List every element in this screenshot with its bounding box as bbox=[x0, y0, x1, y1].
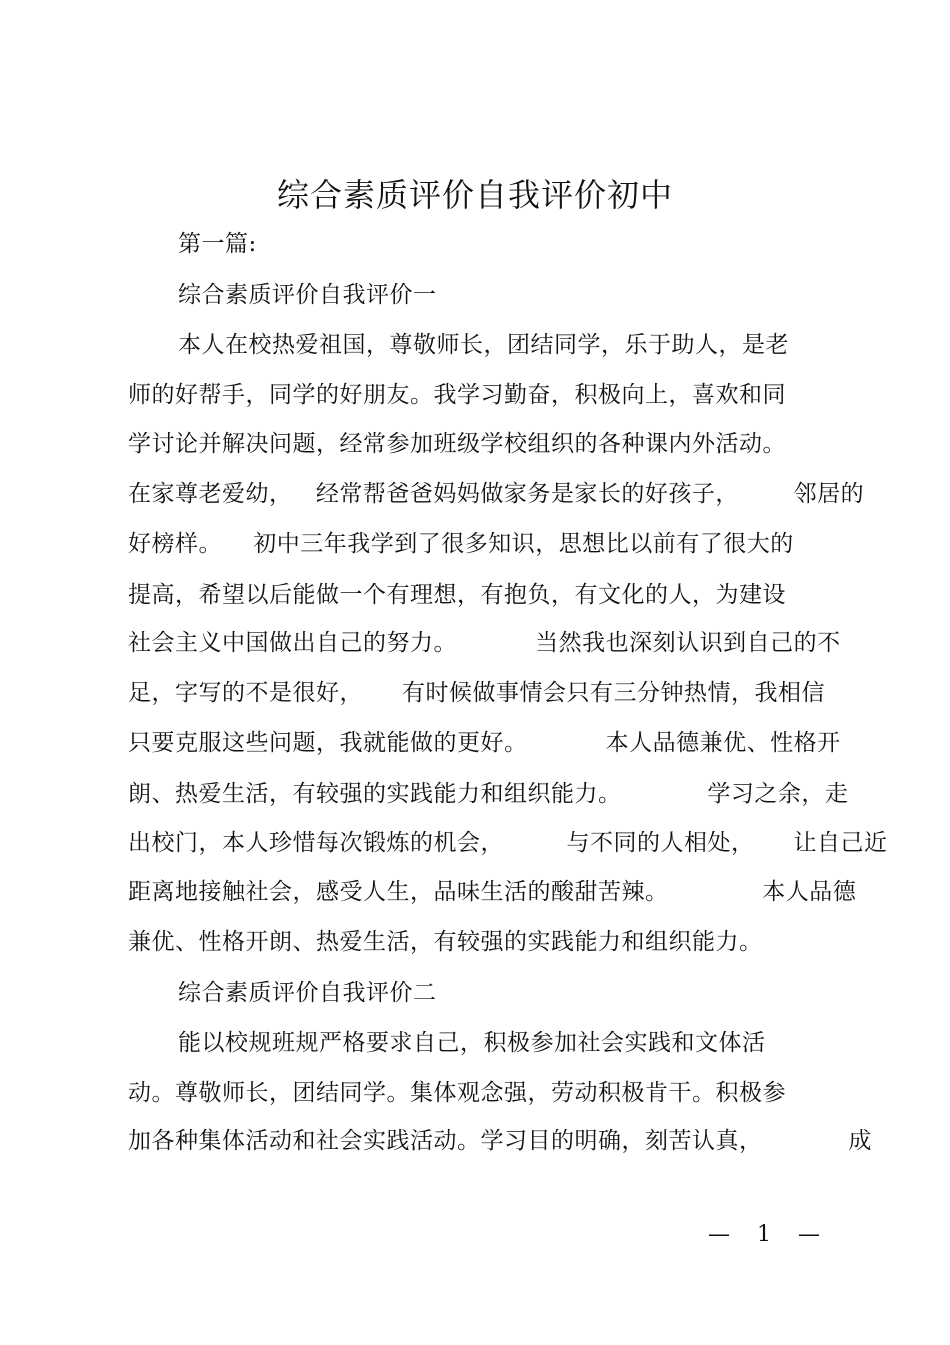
paragraph-line: 兼优、性格开朗、热爱生活，有较强的实践能力和组织能力。 bbox=[128, 929, 763, 955]
paragraph-line: 只要克服这些问题，我就能做的更好。 本人品德兼优、性格开 bbox=[128, 730, 841, 756]
paragraph-line: 能以校规班规严格要求自己，积极参加社会实践和文体活 bbox=[178, 1030, 766, 1056]
paragraph-line: 距离地接触社会，感受人生，品味生活的酸甜苦辣。 本人品德 bbox=[128, 879, 857, 905]
paragraph-line: 师的好帮手，同学的好朋友。我学习勤奋，积极向上，喜欢和同 bbox=[128, 382, 786, 408]
paragraph-line: 朗、热爱生活，有较强的实践能力和组织能力。 学习之余，走 bbox=[128, 781, 849, 807]
paragraph-line: 动。尊敬师长，团结同学。集体观念强，劳动积极肯干。积极参 bbox=[128, 1080, 786, 1106]
section-heading-1: 综合素质评价自我评价一 bbox=[178, 282, 437, 308]
paragraph-line: 好榜样。 初中三年我学到了很多知识，思想比以前有了很大的 bbox=[128, 531, 794, 557]
document-title: 综合素质评价自我评价初中 bbox=[276, 176, 673, 214]
paragraph-line: 出校门，本人珍惜每次锻炼的机会， 与不同的人相处， 让自己近 bbox=[128, 830, 888, 856]
paragraph-line: 学讨论并解决问题，经常参加班级学校组织的各种课内外活动。 bbox=[128, 431, 786, 457]
paragraph-line: 社会主义中国做出自己的努力。 当然我也深刻认识到自己的不 bbox=[128, 630, 841, 656]
part-heading: 第一篇: bbox=[178, 231, 257, 257]
paragraph-line: 提高，希望以后能做一个有理想，有抱负，有文化的人，为建设 bbox=[128, 582, 786, 608]
paragraph-line: 足，字写的不是很好， 有时候做事情会只有三分钟热情，我相信 bbox=[128, 680, 826, 706]
paragraph-line: 在家尊老爱幼， 经常帮爸爸妈妈做家务是家长的好孩子， 邻居的 bbox=[128, 481, 865, 507]
section-heading-2: 综合素质评价自我评价二 bbox=[178, 980, 437, 1006]
paragraph-line: 本人在校热爱祖国，尊敬师长，团结同学，乐于助人，是老 bbox=[178, 332, 789, 358]
paragraph-line: 加各种集体活动和社会实践活动。学习目的明确，刻苦认真， 成 bbox=[128, 1128, 872, 1154]
page-number: — 1 — bbox=[708, 1222, 830, 1247]
